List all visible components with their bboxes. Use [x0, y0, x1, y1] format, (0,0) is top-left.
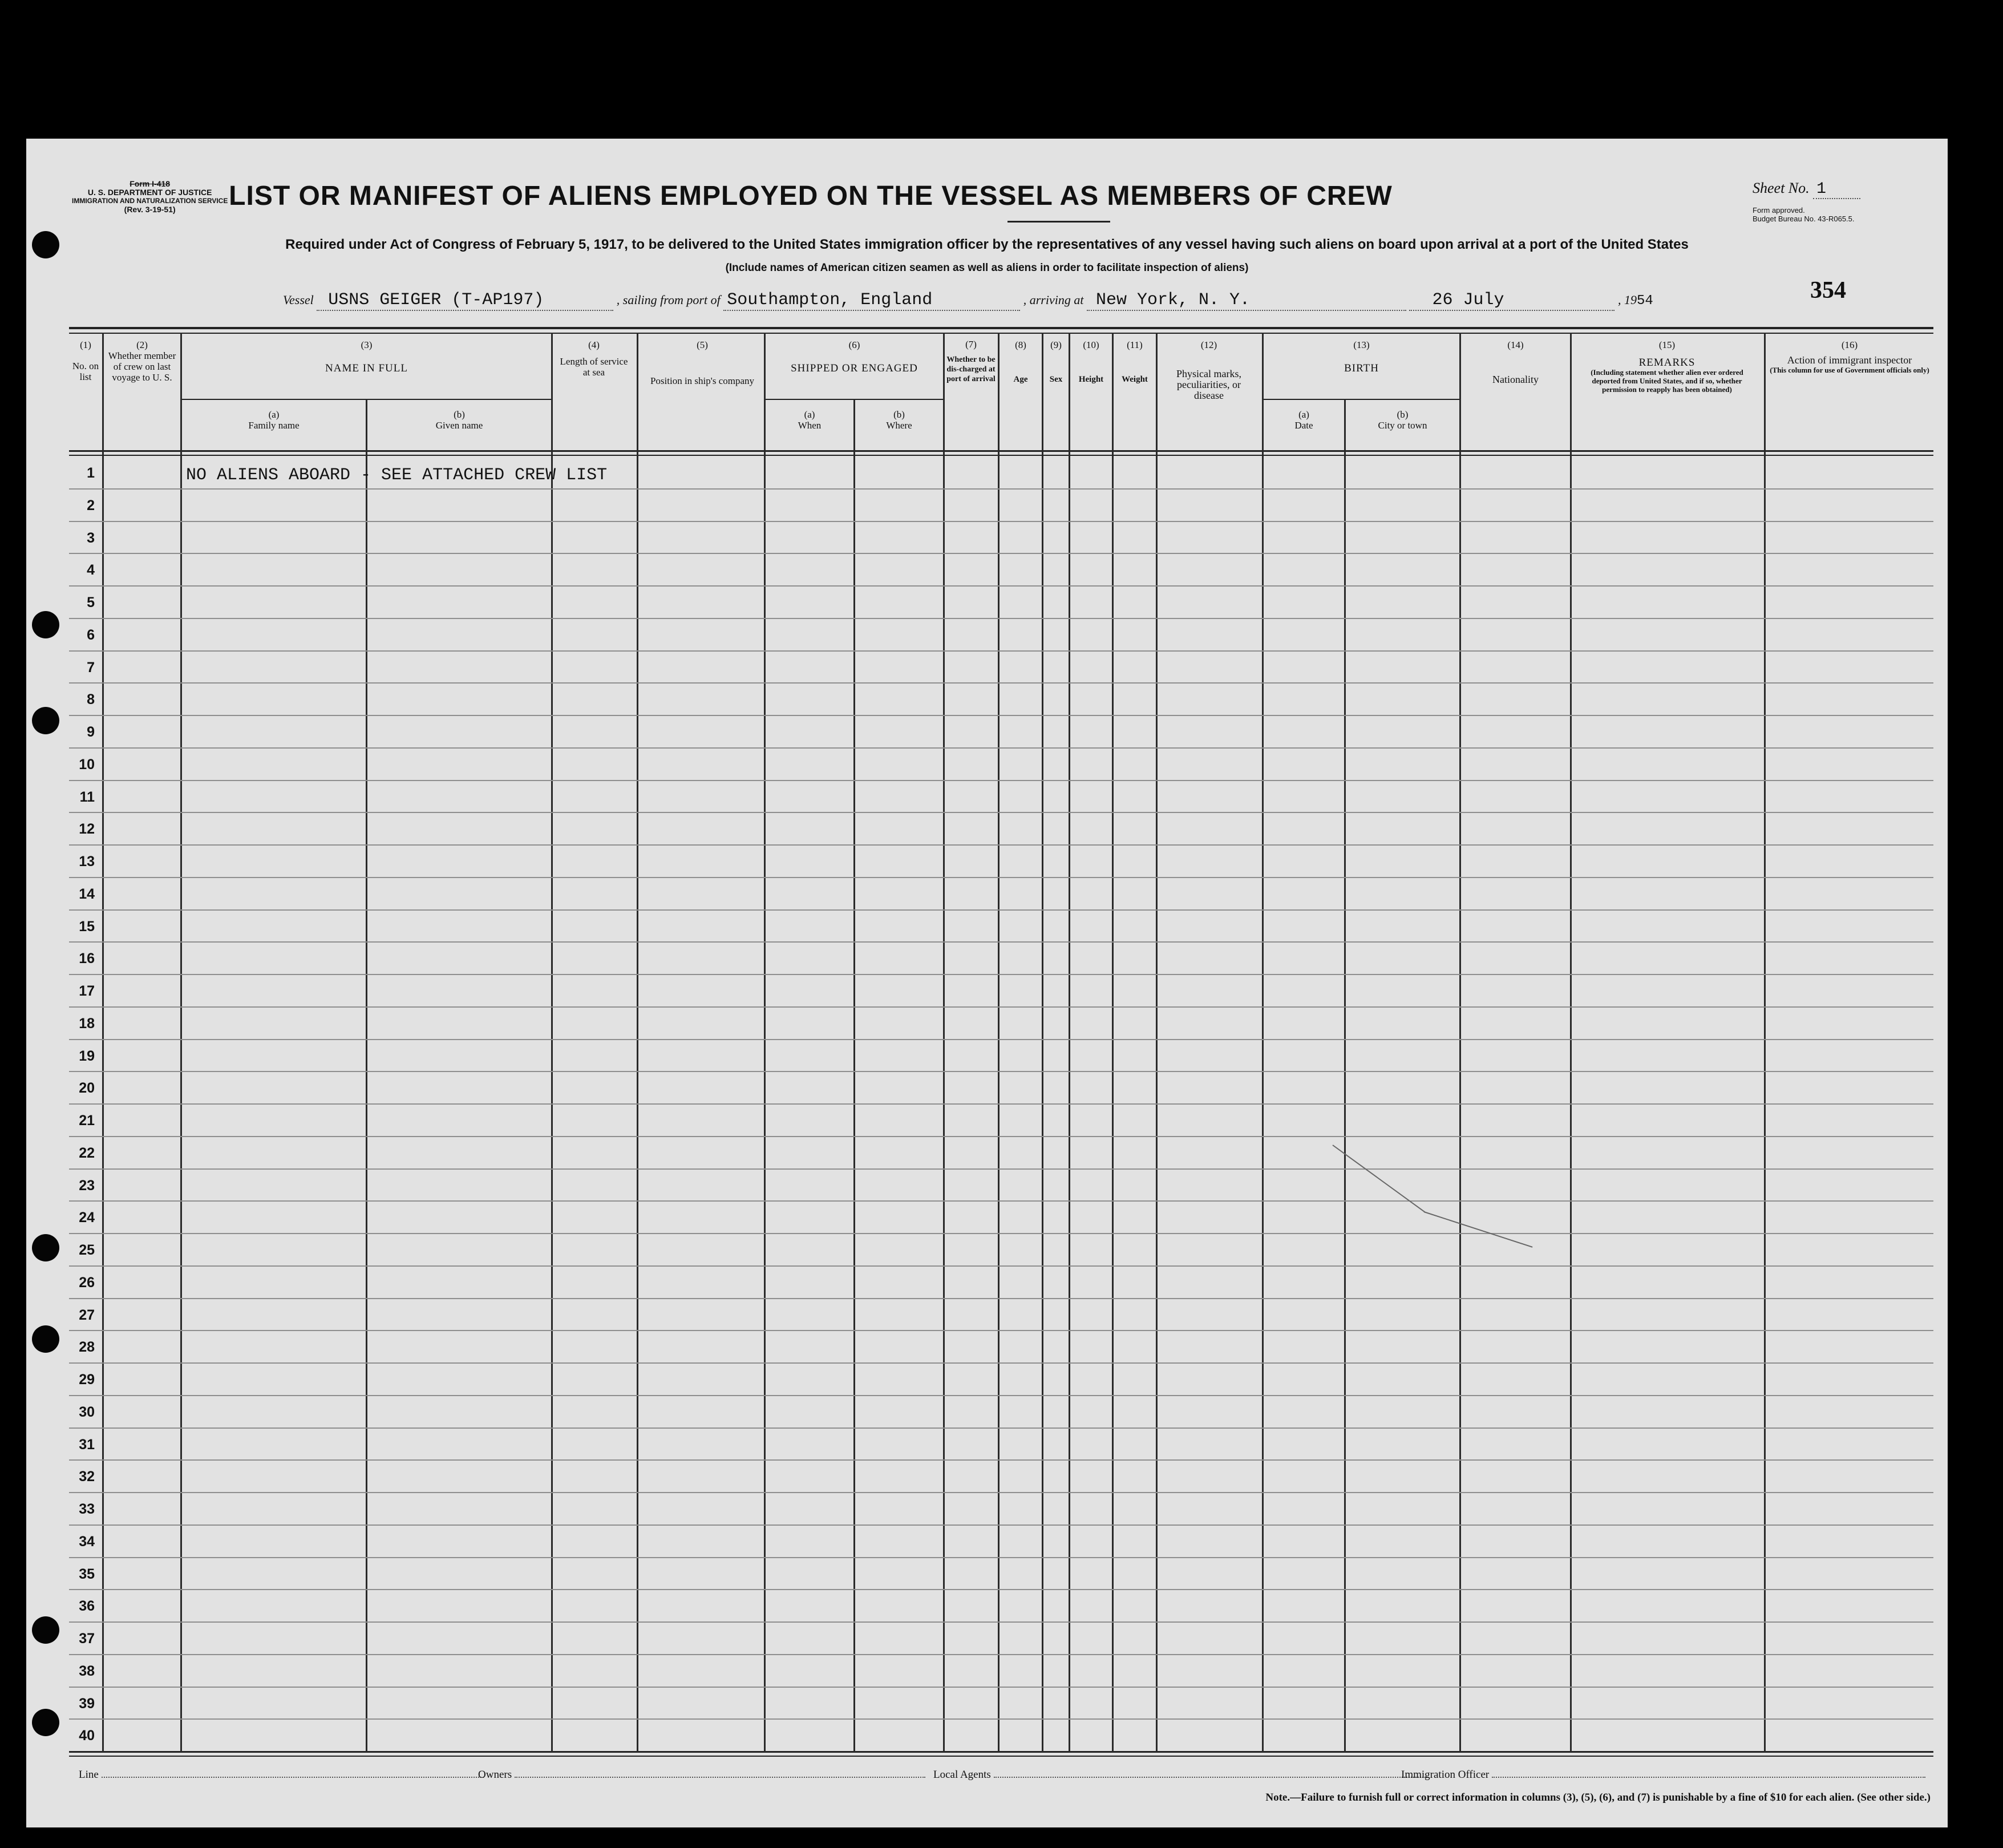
arrival-year: 54 [1636, 293, 1653, 309]
column-divider [1764, 333, 1766, 1752]
row-divider [69, 1330, 1933, 1331]
row-divider [69, 974, 1933, 975]
column-divider [998, 333, 1000, 1752]
column-divider [1344, 399, 1346, 1752]
row-number: 27 [79, 1307, 95, 1323]
column-divider [1570, 333, 1572, 1752]
row-number: 16 [79, 951, 95, 967]
paper-crease [1332, 1145, 1425, 1212]
row-divider [69, 1039, 1933, 1040]
table-bottom-rule [69, 1751, 1933, 1753]
required-statement: Required under Act of Congress of February 5, 1917, to be delivered to the United States immigration officer by the representatives of any vessel having such aliens on board upon arrival at a port of the United States [285, 237, 1689, 252]
row-divider [69, 844, 1933, 846]
row-number: 2 [87, 497, 95, 513]
row-number: 9 [87, 724, 95, 740]
sheet-number-value: 1 [1813, 180, 1860, 199]
form-approval [1753, 206, 1855, 223]
row-divider [69, 1200, 1933, 1202]
column-header-remarks: (15) REMARKS (Including statement whether alien ever ordered deported from United States, and if so, whether permission to reapply has been obtained) [1591, 339, 1743, 394]
column-divider [551, 333, 553, 1752]
row-divider [69, 941, 1933, 943]
column-header-height: (10) Height [1078, 339, 1104, 384]
header-bottom-rule [69, 450, 1933, 452]
crew-entry-row-1: NO ALIENS ABOARD - SEE ATTACHED CREW LIST [186, 466, 608, 485]
row-divider [69, 682, 1933, 684]
sheet-number [1753, 180, 1860, 198]
voyage-line [283, 290, 1653, 311]
row-divider [69, 1168, 1933, 1170]
budget-bureau-number: Budget Bureau No. 43-R065.5. [1753, 215, 1855, 223]
column-header-action-of-inspector: (16) Action of immigrant inspector (This column for use of Government officials only) [1770, 339, 1929, 374]
row-number: 14 [79, 885, 95, 902]
column-header-age: (8) Age [1013, 339, 1028, 384]
title-underline [1007, 221, 1110, 223]
row-divider [69, 521, 1933, 522]
arriving-at-port: New York, N. Y. [1095, 290, 1250, 310]
column-header-last-voyage: (2) Whether member of crew on last voyage to U. S. [108, 339, 176, 383]
row-number: 7 [87, 659, 95, 676]
column-header-name-in-full: (3) NAME IN FULL [325, 339, 408, 374]
row-divider [69, 553, 1933, 554]
form-approved-label: Form approved. [1753, 206, 1805, 215]
row-number: 32 [79, 1469, 95, 1485]
row-divider [69, 1557, 1933, 1558]
row-divider [69, 812, 1933, 813]
row-divider [69, 1428, 1933, 1429]
penalty-note: Note.—Failure to furnish full or correct information in columns (3), (5), (6), and (7) is punishable by a fine of $10 for each alien. (See other side.) [1265, 1792, 1931, 1803]
row-number: 34 [79, 1533, 95, 1550]
vessel-name: USNS GEIGER (T-AP197) [328, 290, 544, 310]
row-number: 38 [79, 1663, 95, 1679]
row-divider [69, 1459, 1933, 1461]
row-divider [69, 618, 1933, 619]
footer-line-field: Line [79, 1769, 484, 1781]
row-number: 20 [79, 1080, 95, 1097]
department-name: U. S. DEPARTMENT OF JUSTICE [87, 188, 212, 197]
column-divider [1069, 333, 1070, 1752]
column-header-family-name: (a) Family name [248, 409, 300, 431]
vessel-label: Vessel [283, 293, 314, 307]
row-divider [69, 1265, 1933, 1267]
sailing-from-label: , sailing from port of [616, 293, 721, 307]
header-bottom-rule [69, 455, 1933, 456]
row-number: 19 [79, 1048, 95, 1064]
row-divider [69, 1362, 1933, 1364]
row-number: 3 [87, 529, 95, 546]
row-number: 18 [79, 1015, 95, 1032]
manifest-sheet [26, 139, 1948, 1827]
column-divider [102, 333, 104, 1752]
row-number: 28 [79, 1339, 95, 1356]
row-number: 40 [79, 1728, 95, 1744]
year-prefix: , 19 [1617, 293, 1637, 307]
column-divider [853, 399, 855, 1752]
row-number: 21 [79, 1113, 95, 1129]
row-divider [69, 747, 1933, 749]
column-header-no-on-list: (1) No. on list [72, 339, 99, 382]
column-header-shipped-where: (b) Where [886, 409, 912, 431]
row-divider [69, 1589, 1933, 1590]
row-number: 11 [79, 788, 95, 805]
row-divider [69, 1718, 1933, 1720]
column-divider [1459, 333, 1461, 1752]
service-name: IMMIGRATION AND NATURALIZATION SERVICE [72, 197, 228, 205]
row-number: 29 [79, 1372, 95, 1388]
row-divider [69, 1395, 1933, 1396]
row-divider [69, 909, 1933, 911]
column-divider [180, 333, 182, 1752]
paper-crease [1424, 1211, 1533, 1248]
row-number: 22 [79, 1145, 95, 1161]
column-divider [1156, 333, 1158, 1752]
row-divider [69, 877, 1933, 878]
row-divider [69, 488, 1933, 490]
column-header-given-name: (b) Given name [435, 409, 483, 431]
row-divider [69, 715, 1933, 716]
page-title: LIST OR MANIFEST OF ALIENS EMPLOYED ON THE VESSEL AS MEMBERS OF CREW [229, 181, 1393, 211]
column-header-shipped-or-engaged: (6) SHIPPED OR ENGAGED [791, 339, 918, 374]
column-header-birth-date: (a) Date [1294, 409, 1313, 431]
row-number: 12 [79, 821, 95, 838]
row-number: 13 [79, 854, 95, 870]
arriving-at-label: , arriving at [1023, 293, 1084, 307]
column-header-discharged: (7) Whether to be dis-charged at port of arrival [946, 339, 996, 383]
form-number: Form I-418 [130, 179, 171, 188]
row-divider [69, 1071, 1933, 1072]
row-number: 35 [79, 1566, 95, 1582]
column-header-length-of-service: (4) Length of service at sea [560, 339, 628, 378]
sailing-from-port: Southampton, England [727, 290, 933, 310]
column-header-physical-marks: (12) Physical marks, peculiarities, or disease [1176, 339, 1241, 401]
row-divider [69, 1492, 1933, 1493]
table-top-rule [69, 333, 1933, 334]
row-number: 17 [79, 983, 95, 999]
row-number: 23 [79, 1177, 95, 1194]
table-top-rule [69, 327, 1933, 329]
stamp-number: 354 [1810, 277, 1846, 304]
footer-local-agents-field: Local Agents [933, 1769, 1427, 1781]
footer-immigration-officer-field: Immigration Officer [1401, 1769, 1925, 1781]
column-divider [1262, 333, 1264, 1752]
row-divider [69, 1687, 1933, 1688]
row-number: 8 [87, 692, 95, 708]
column-header-position: (5) Position in ship's company [650, 339, 755, 386]
column-divider [1042, 333, 1043, 1752]
footer-owners-field: Owners [478, 1769, 925, 1781]
form-revision: (Rev. 3-19-51) [124, 205, 176, 214]
row-number: 39 [79, 1695, 95, 1712]
row-number: 36 [79, 1598, 95, 1615]
row-divider [69, 1298, 1933, 1299]
include-instruction: (Include names of American citizen seamen as well as aliens in order to facilitate inspection of aliens) [725, 262, 1249, 274]
column-header-weight: (11) Weight [1122, 339, 1148, 384]
row-number: 6 [87, 626, 95, 643]
column-divider [637, 333, 638, 1752]
row-divider [69, 780, 1933, 781]
column-divider [366, 399, 367, 1752]
row-divider [69, 1006, 1933, 1008]
row-number: 24 [79, 1210, 95, 1226]
row-divider [69, 1233, 1933, 1234]
row-number: 33 [79, 1501, 95, 1517]
row-divider [69, 650, 1933, 652]
row-number: 25 [79, 1242, 95, 1258]
column-header-nationality: (14) Nationality [1492, 339, 1539, 385]
row-divider [69, 1621, 1933, 1623]
row-number: 37 [79, 1631, 95, 1647]
column-header-sex: (9) Sex [1049, 339, 1063, 384]
row-number: 4 [87, 562, 95, 579]
column-divider [943, 333, 945, 1752]
column-divider [764, 333, 766, 1752]
sheet-number-label: Sheet No. [1753, 180, 1810, 196]
row-number: 5 [87, 595, 95, 610]
row-divider [69, 1136, 1933, 1137]
arrival-date: 26 July [1432, 290, 1504, 310]
row-number: 30 [79, 1404, 95, 1420]
row-number: 26 [79, 1274, 95, 1291]
row-divider [69, 1654, 1933, 1655]
row-number: 10 [79, 756, 95, 773]
column-divider [1112, 333, 1114, 1752]
row-number: 15 [79, 918, 95, 935]
row-number: 1 [87, 465, 95, 481]
row-divider [69, 1103, 1933, 1105]
row-divider [69, 585, 1933, 587]
column-header-birth: (13) BIRTH [1344, 339, 1379, 374]
birth-subheader-rule [1262, 399, 1459, 400]
row-divider [69, 1525, 1933, 1526]
row-number: 31 [79, 1436, 95, 1453]
column-header-birth-city: (b) City or town [1378, 409, 1427, 431]
table-bottom-rule [69, 1756, 1933, 1757]
column-header-shipped-when: (a) When [798, 409, 822, 431]
